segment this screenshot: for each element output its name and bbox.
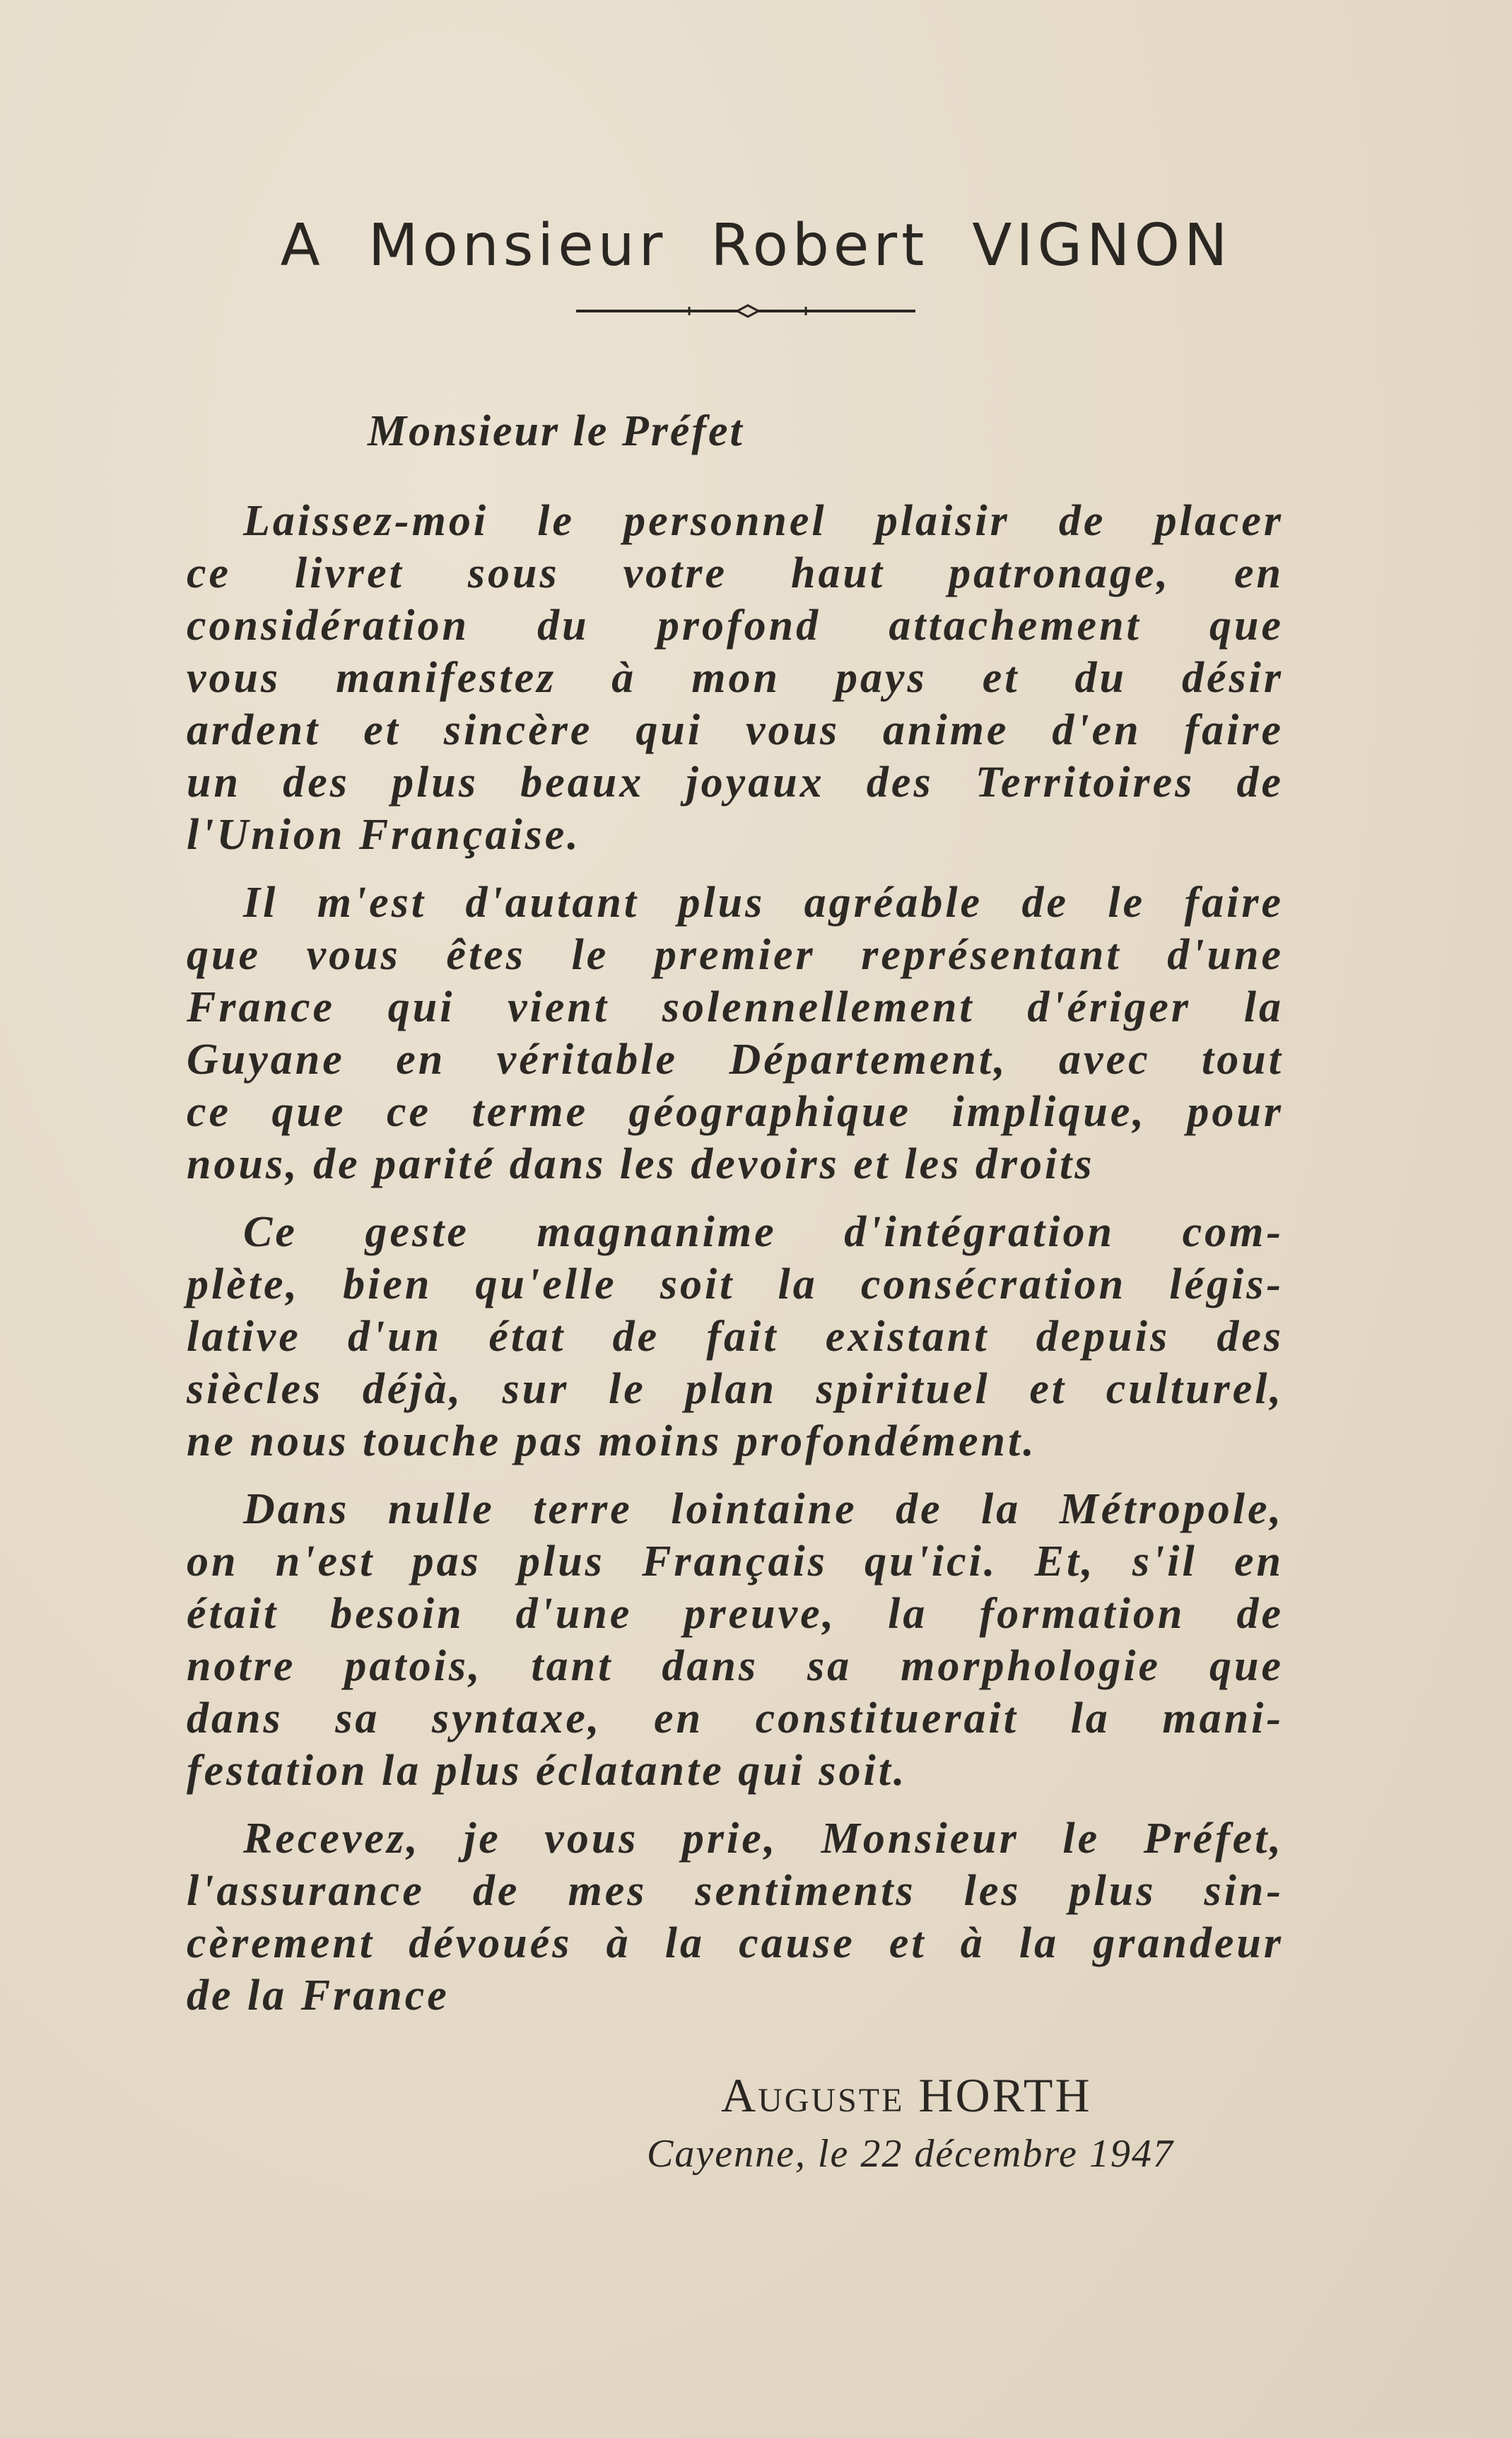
- ornament-divider: [576, 304, 915, 318]
- paragraph: [187, 877, 1284, 1190]
- dedication-title: A Monsieur Robert VIGNON: [280, 212, 1232, 279]
- text-line: l'Union Française.: [187, 811, 581, 859]
- text-line: de la France: [187, 1971, 450, 2020]
- text-line: dans sa syntaxe, en constituerait la mani-: [187, 1694, 1284, 1742]
- text-line: lative d'un état de fait existant depuis des: [187, 1313, 1284, 1361]
- text-line: Guyane en véritable Département, avec tout: [187, 1036, 1284, 1084]
- signature: Auguste HORTH: [721, 2068, 1092, 2122]
- paragraph: [187, 495, 1284, 861]
- text-line: ce que ce terme géographique implique, pour: [187, 1088, 1284, 1136]
- letter-body: [187, 495, 1284, 2037]
- text-line: l'assurance de mes sentiments les plus sin-: [187, 1867, 1284, 1915]
- text-line: ce livret sous votre haut patronage, en: [187, 549, 1284, 597]
- text-line: que vous êtes le premier représentant d'une: [187, 931, 1284, 979]
- place-date: Cayenne, le 22 décembre 1947: [647, 2132, 1174, 2176]
- text-line: cèrement dévoués à la cause et à la grandeur: [187, 1919, 1284, 1967]
- text-line: Il m'est d'autant plus agréable de le faire: [243, 879, 1284, 927]
- text-line: Dans nulle terre lointaine de la Métropole,: [243, 1485, 1284, 1533]
- text-line: ardent et sincère qui vous anime d'en faire: [187, 706, 1284, 754]
- paragraph: [187, 1206, 1284, 1467]
- text-line: plète, bien qu'elle soit la consécration légis-: [187, 1260, 1284, 1308]
- paragraph: [187, 1812, 1284, 2022]
- text-line: considération du profond attachement que: [187, 602, 1284, 650]
- text-line: France qui vient solennellement d'ériger la: [187, 983, 1284, 1031]
- text-line: ne nous touche pas moins profondément.: [187, 1417, 1037, 1465]
- text-line: siècles déjà, sur le plan spirituel et culturel,: [187, 1365, 1284, 1413]
- text-line: Recevez, je vous prie, Monsieur le Préfet,: [243, 1815, 1284, 1863]
- text-line: on n'est pas plus Français qu'ici. Et, s'il en: [187, 1537, 1284, 1586]
- text-line: festation la plus éclatante qui soit.: [187, 1747, 908, 1795]
- text-line: un des plus beaux joyaux des Territoires de: [187, 758, 1284, 807]
- text-line: nous, de parité dans les devoirs et les droits: [187, 1140, 1095, 1188]
- text-line: était besoin d'une preuve, la formation de: [187, 1590, 1284, 1638]
- text-line: notre patois, tant dans sa morphologie que: [187, 1642, 1284, 1690]
- salutation: Monsieur le Préfet: [368, 407, 744, 455]
- text-line: vous manifestez à mon pays et du désir: [187, 654, 1284, 702]
- paragraph: [187, 1483, 1284, 1797]
- text-line: Laissez-moi le personnel plaisir de placer: [243, 497, 1284, 545]
- text-line: Ce geste magnanime d'intégration com-: [243, 1208, 1284, 1256]
